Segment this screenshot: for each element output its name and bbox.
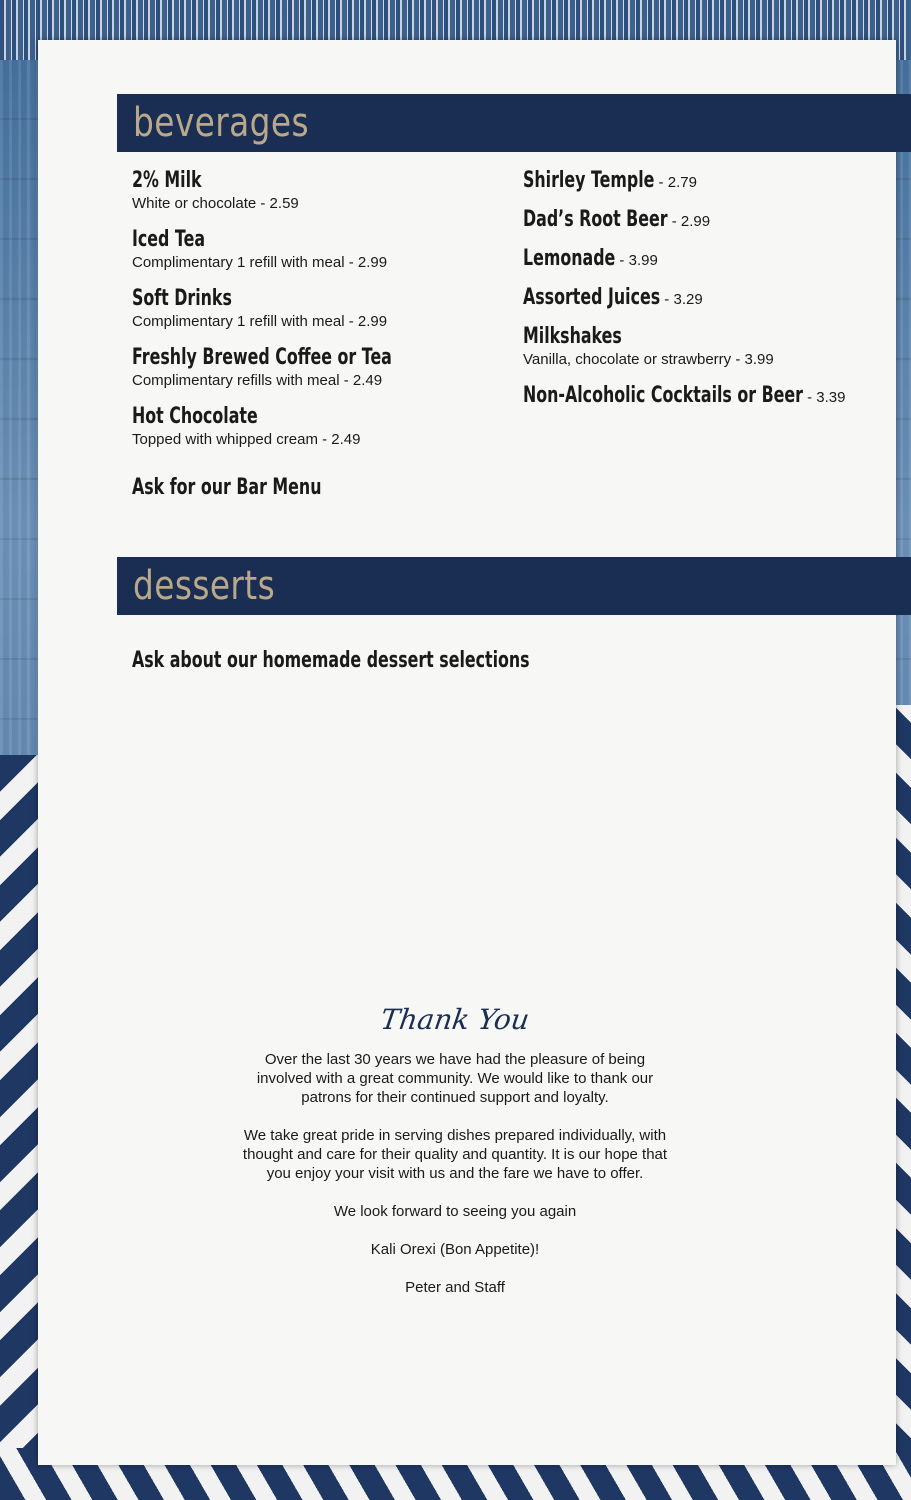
thank-you-title: Thank You <box>378 1003 532 1036</box>
item-description: White or chocolate - 2.59 <box>132 195 299 212</box>
see-you-again: We look forward to seeing you again <box>333 1203 577 1220</box>
menu-item <box>132 285 512 331</box>
menu-item <box>523 382 903 410</box>
desserts-header <box>117 557 911 615</box>
item-description: Complimentary refills with meal - 2.49 <box>132 372 383 389</box>
thank-you-paragraph-1 <box>200 1050 710 1107</box>
text-line: We take great pride in serving dishes prepared individually, with <box>243 1127 667 1144</box>
thank-you-paragraph-2 <box>200 1126 710 1183</box>
item-description: Topped with whipped cream - 2.49 <box>132 431 361 448</box>
desserts-title: desserts <box>133 563 276 609</box>
item-price: - 2.99 <box>667 213 711 230</box>
item-name: Freshly Brewed Coffee or Tea <box>132 345 392 370</box>
menu-item <box>523 245 903 273</box>
text-line: patrons for their continued support and loyalty. <box>301 1089 609 1106</box>
item-name: Iced Tea <box>132 227 206 252</box>
text-line: Over the last 30 years we have had the pleasure of being <box>264 1051 646 1068</box>
menu-item <box>132 403 512 449</box>
menu-item <box>523 323 903 369</box>
beverages-left-column <box>132 167 512 462</box>
item-name: Assorted Juices <box>523 285 661 310</box>
menu-item <box>132 226 512 272</box>
item-name: Non-Alcoholic Cocktails or Beer <box>523 383 803 408</box>
item-price: - 2.79 <box>654 174 697 191</box>
item-name: Lemonade <box>523 246 616 271</box>
menu-item <box>523 206 903 234</box>
item-name: 2% Milk <box>132 168 202 193</box>
signature: Peter and Staff <box>405 1279 505 1296</box>
item-price: - 3.29 <box>660 291 703 308</box>
text-line: thought and care for their quality and quantity. It is our hope that <box>242 1146 668 1163</box>
item-description: Complimentary 1 refill with meal - 2.99 <box>132 254 388 271</box>
beverages-title: beverages <box>133 100 309 146</box>
item-description: Complimentary 1 refill with meal - 2.99 <box>132 313 388 330</box>
beverages-header <box>117 94 911 152</box>
bon-appetite: Kali Orexi (Bon Appetite)! <box>370 1241 540 1258</box>
item-price: - 3.99 <box>615 252 658 269</box>
thank-you-section <box>200 1003 710 1316</box>
bar-menu-note: Ask for our Bar Menu <box>132 475 322 500</box>
beverages-right-column <box>523 167 903 421</box>
text-line: you enjoy your visit with us and the fare we have to offer. <box>266 1165 644 1182</box>
item-description: Vanilla, chocolate or strawberry - 3.99 <box>523 351 774 368</box>
item-price: - 3.39 <box>802 389 846 406</box>
menu-item <box>523 284 903 312</box>
menu-item <box>523 167 903 195</box>
item-name: Soft Drinks <box>132 286 232 311</box>
item-name: Hot Chocolate <box>132 404 258 429</box>
text-line: involved with a great community. We would like to thank our <box>256 1070 654 1087</box>
item-name: Milkshakes <box>523 324 622 349</box>
dessert-note: Ask about our homemade dessert selections <box>132 648 530 673</box>
menu-item <box>132 344 512 390</box>
item-name: Dad’s Root Beer <box>523 207 668 232</box>
item-name: Shirley Temple <box>523 168 655 193</box>
menu-item <box>132 167 512 213</box>
